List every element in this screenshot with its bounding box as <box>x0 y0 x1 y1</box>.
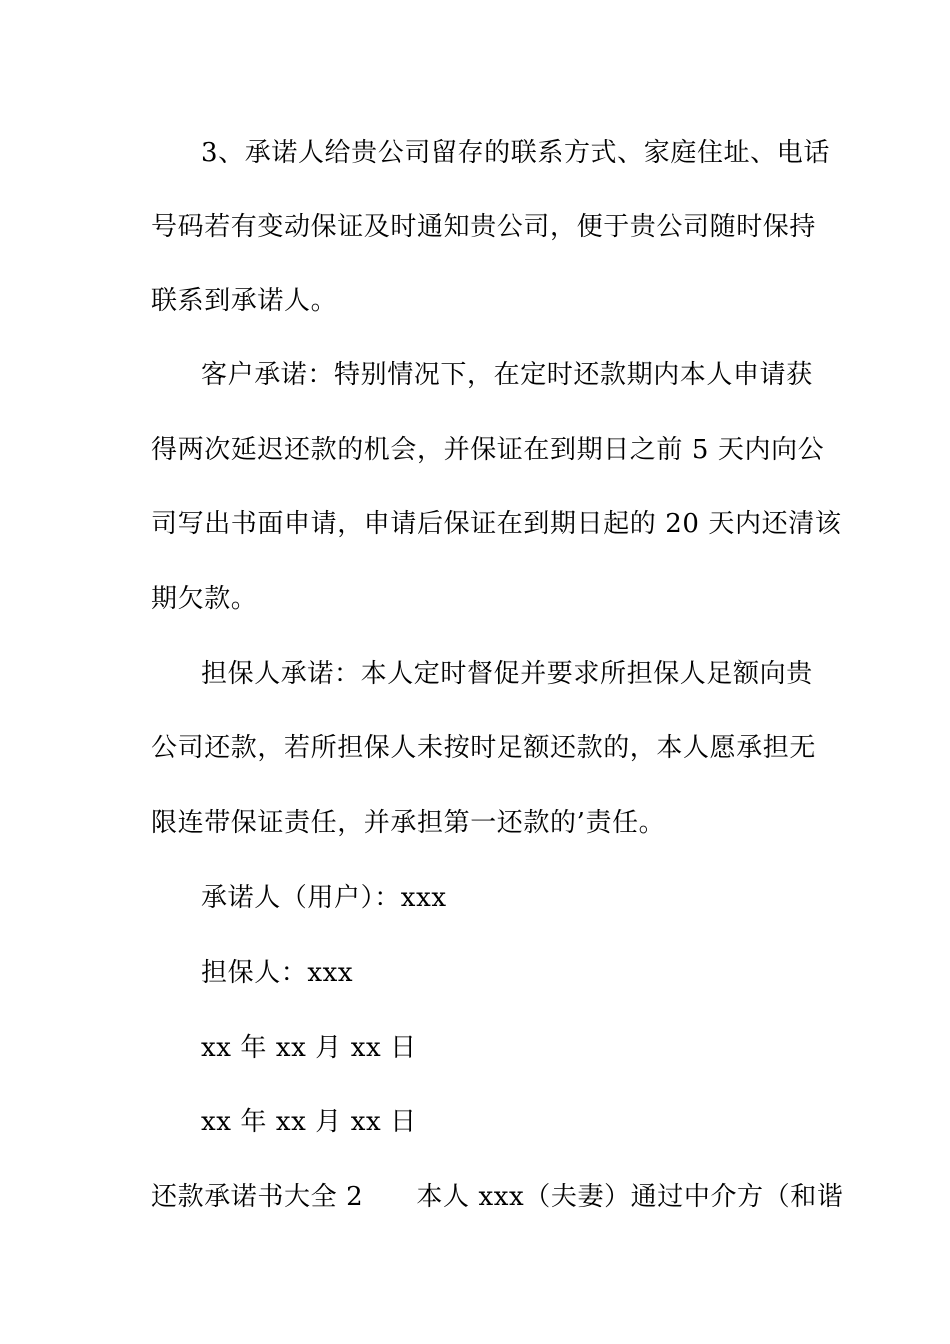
guarantor-promise-line-2: 公司还款，若所担保人未按时足额还款的，本人愿承担无 <box>151 733 817 763</box>
paragraph-3-line-1: 3、承诺人给贵公司留存的联系方式、家庭住址、电话 <box>201 138 830 168</box>
next-section-heading-line: 还款承诺书大全 2 本人 xxx（夫妻）通过中介方（和谐 <box>151 1182 844 1212</box>
guarantor-signature: 担保人：xxx <box>201 958 354 988</box>
customer-promise-line-3: 司写出书面申请，申请后保证在到期日起的 20 天内还清该 <box>151 509 842 539</box>
paragraph-3-line-3: 联系到承诺人。 <box>151 286 338 316</box>
guarantor-promise-line-1: 担保人承诺：本人定时督促并要求所担保人足额向贵 <box>201 659 813 689</box>
promisor-signature: 承诺人（用户）：xxx <box>201 883 447 913</box>
signature-date-1: xx 年 xx 月 xx 日 <box>201 1033 417 1063</box>
paragraph-3-line-2: 号码若有变动保证及时通知贵公司，便于贵公司随时保持 <box>151 212 817 242</box>
customer-promise-line-1: 客户承诺：特别情况下，在定时还款期内本人申请获 <box>201 360 813 390</box>
signature-date-2: xx 年 xx 月 xx 日 <box>201 1107 417 1137</box>
guarantor-promise-line-3: 限连带保证责任，并承担第一还款的’责任。 <box>151 808 666 838</box>
customer-promise-line-4: 期欠款。 <box>151 584 258 614</box>
customer-promise-line-2: 得两次延迟还款的机会，并保证在到期日之前 5 天内向公 <box>151 435 825 465</box>
